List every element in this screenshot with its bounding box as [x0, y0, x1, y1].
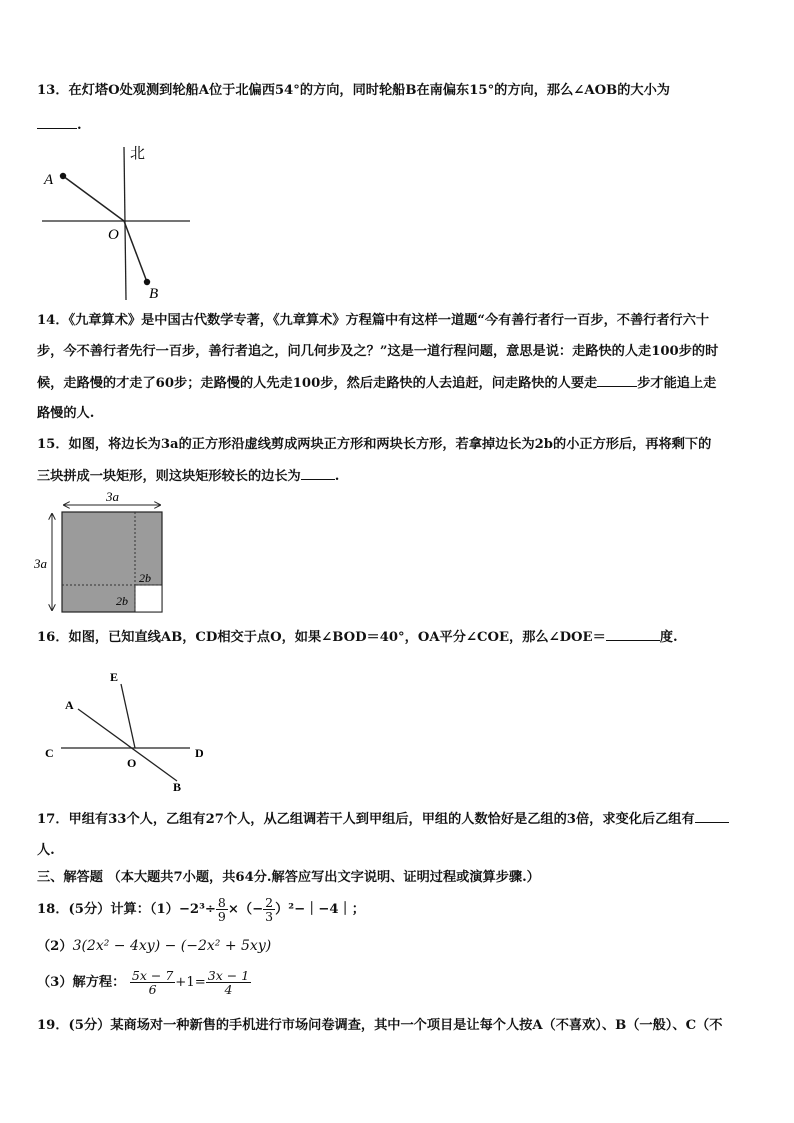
label-B: B [173, 780, 182, 793]
q14-text-3 [37, 374, 716, 393]
q18-part3-label: （3）解方程： [37, 975, 126, 990]
q18-end: ）²−｜−4｜； [275, 902, 365, 917]
label-E: E [110, 670, 119, 684]
q14-blank [597, 374, 637, 387]
q14-text-1: 14．《九章算术》是中国古代数学专著，《九章算术》方程篇中有这样一道题“今有善行者行一百步，不善行者行六十 [37, 313, 710, 328]
section-3-heading: 三、解答题 （本大题共7小题，共64分.解答应写出文字说明、证明过程或演算步骤.） [37, 870, 540, 885]
removed-small-square [135, 585, 162, 612]
label-C: C [45, 746, 54, 760]
label-2b-left: 2b [116, 594, 128, 608]
q18-part3 [37, 968, 251, 998]
q17-text-1 [37, 810, 729, 829]
north-label: 北 [130, 146, 146, 162]
q17-text-1a: 17．甲组有33个人，乙组有27个人，从乙组调若干人到甲组后，甲组的人数恰好是乙组的3倍，求变化后乙组有 [37, 812, 695, 827]
q18-part2-expression: 3(2x² − 4xy) − (−2x² + 5xy) [72, 938, 272, 954]
q16-blank [606, 628, 660, 641]
q17-blank [695, 810, 729, 823]
q14-text-2: 步，今不善行者先行一百步，善行者追之，问几何步及之？”这是一道行程问题，意思是说：走路快的人走100步的时 [37, 344, 719, 359]
equation-left-fraction: $\frac{5x - 7}{6}$ [131, 968, 174, 997]
ray-OE [121, 684, 135, 748]
q14-text-3a: 候，走路慢的才走了60步；走路慢的人先走100步，然后走路快的人去追赶，问走路快的人要走 [37, 376, 598, 391]
line-AB [78, 709, 177, 781]
fraction-2-3: $\frac{2}{3}$ [265, 895, 274, 924]
ray-OA [63, 176, 124, 221]
q18-part2-label: （2） [37, 939, 73, 954]
label-A: A [65, 698, 74, 712]
label-O: O [108, 227, 119, 243]
q18-part2 [37, 937, 271, 956]
top-label-3a: 3a [106, 489, 119, 504]
q14-text-3b: 步才能追上走 [637, 376, 717, 391]
q18-part1 [37, 895, 365, 925]
point-A [60, 173, 66, 179]
q19-text-1: 19．(5分）某商场对一种新售的手机进行市场问卷调查，其中一个项目是让每个人按A（不喜欢）、B（一般）、C（不 [37, 1018, 723, 1033]
q16-text-b: 度. [659, 630, 678, 645]
q13-answer-line [37, 116, 82, 135]
q14-text-4: 路慢的人. [37, 406, 95, 421]
label-D: D [195, 746, 204, 760]
q16-text [37, 628, 678, 647]
q15-figure [30, 488, 180, 616]
q15-period: . [334, 469, 340, 484]
label-A: A [44, 172, 54, 188]
left-label-3a: 3a [34, 556, 47, 571]
q17-text-2: 人. [37, 843, 55, 858]
label-O: O [127, 756, 137, 770]
q13-period: . [77, 118, 82, 133]
label-B: B [149, 286, 159, 302]
q13-text: 13．在灯塔O处观测到轮船A位于北偏西54°的方向，同时轮船B在南偏东15°的方向，那么∠AOB的大小为 [37, 83, 670, 98]
equation-right-fraction: $\frac{3x - 1}{4}$ [207, 968, 250, 997]
fraction-8-9: $\frac{8}{9}$ [217, 895, 226, 924]
q15-text-2 [37, 467, 339, 486]
equation-middle: +1= [175, 975, 206, 990]
q16-text-a: 16．如图，已知直线AB，CD相交于点O，如果∠BOD＝40°，OA平分∠COE，那么∠DOE＝ [37, 630, 606, 645]
q16-figure [38, 668, 218, 793]
q13-blank [37, 116, 77, 129]
q15-text-1: 15．如图，将边长为3a的正方形沿虚线剪成两块正方形和两块长方形，若拿掉边长为2b的小正方形后，再将剩下的 [37, 437, 712, 452]
label-2b-top: 2b [139, 571, 151, 585]
q15-text-2a: 三块拼成一块矩形，则这块矩形较长的边长为 [37, 469, 301, 484]
point-B [144, 279, 150, 285]
q15-blank [301, 467, 335, 480]
ray-OB [124, 221, 147, 282]
q18-mid: ×（− [227, 902, 264, 917]
q13-figure [30, 135, 190, 305]
q18-label: 18．(5分）计算：（1）−2³÷ [37, 902, 216, 917]
